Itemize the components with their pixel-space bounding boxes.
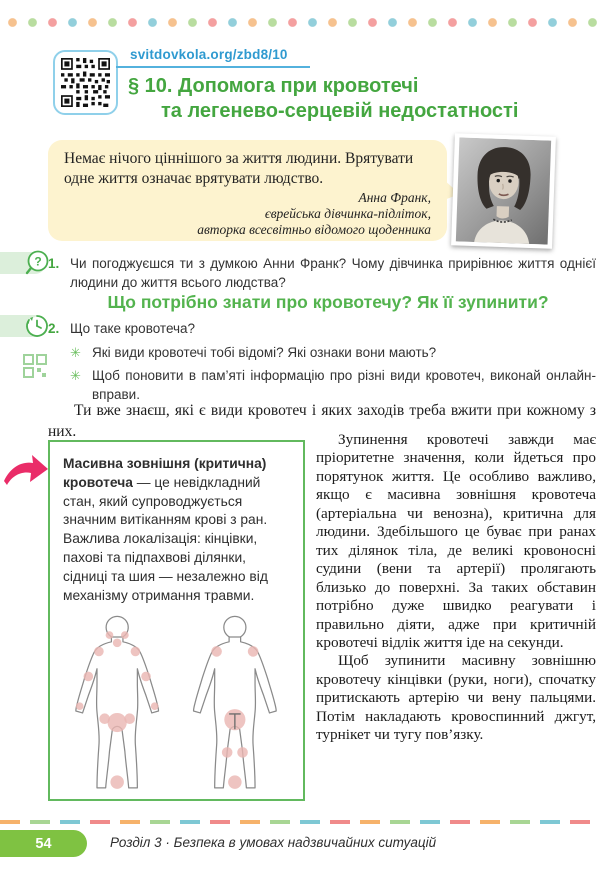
paragraph-number: § 10. bbox=[128, 75, 173, 97]
bullet-2-text: Щоб поновити в пам’яті інформацію про різні види кровотеч, виконай онлайн-вправи. bbox=[92, 368, 596, 402]
definition-box bbox=[48, 440, 305, 801]
quote-author: Анна Франк, bbox=[358, 190, 431, 205]
quote-text: Немає нічого ціннішого за життя людини. Врятувати одне життя означає врятувати людство. bbox=[64, 150, 414, 187]
quote-attribution bbox=[64, 190, 431, 237]
bullet-item-1 bbox=[70, 343, 596, 362]
main-text-column bbox=[316, 431, 596, 803]
question-2 bbox=[48, 319, 596, 338]
chapter-footer: Розділ 3 · Безпека в умовах надзвичайних ситуацій bbox=[110, 835, 437, 850]
question-1-text: Чи погоджуєшся ти з думкою Анни Франк? Чому дівчинка прирівнює життя однієї людини до життя всього людства? bbox=[70, 256, 596, 290]
question-1 bbox=[48, 254, 596, 292]
asterisk-bullet-icon: ✳ bbox=[70, 368, 81, 383]
main-paragraph-2: Щоб зупинити масивну зовнішню кровотечу кінцівки (руки, ноги), спочатку притискають артерію чи вену пальцями. Потім накладають кровоспинний джгут, турнікет чи тугу пов’язку. bbox=[316, 652, 596, 744]
question-2-number: 2. bbox=[48, 321, 60, 336]
quote-author-desc1: єврейська дівчинка-підліток, bbox=[264, 205, 431, 221]
svg-text:?: ? bbox=[34, 254, 42, 269]
main-paragraph-1: Зупинення кровотечі завжди має пріоритетне значення, коли йдеться про порятунок життя. Це особливо важливо, якщо є масивна зовнішня кровотеча (артеріальна чи венозна), критична для людини. Здебільшого це буває при ранах тих ділянок тіла, де великі кровоносні судини (вени та артерії) пролягають близько до поверхні. За таких обставин потрібно дуже швидко реагувати і правильно діяти, адже при критичній кровотечі відлік життя іде на секунди. bbox=[316, 431, 596, 651]
page-number-badge: 54 bbox=[0, 830, 87, 857]
body-front bbox=[76, 617, 159, 790]
quote-author-desc2: авторка всесвітньо відомого щоденника bbox=[197, 221, 431, 237]
qr-code-pattern bbox=[61, 58, 110, 107]
pink-arrow-icon bbox=[3, 452, 49, 488]
body-back bbox=[194, 617, 277, 790]
magnifier-question-icon bbox=[23, 249, 51, 277]
definition-term: Масивна зовнішня (критична) кровотеча bbox=[63, 456, 267, 490]
portrait-illustration bbox=[455, 137, 552, 244]
question-2-text: Що таке кровотеча? bbox=[70, 321, 196, 336]
bullet-item-2 bbox=[70, 366, 596, 404]
page-title bbox=[128, 74, 588, 124]
page-title-line2: та легенево-серцевій недостатності bbox=[161, 100, 519, 122]
footer-dashed-border bbox=[0, 820, 600, 824]
qr-code bbox=[53, 50, 118, 115]
intro-paragraph: Ти вже знаєш, які є види кровотеч і яких заходів треба вжити при кожному з них. bbox=[48, 402, 596, 440]
link-underline bbox=[116, 66, 310, 68]
page-title-line1: Допомога при кровотечі bbox=[178, 75, 419, 97]
timer-icon bbox=[23, 312, 51, 340]
bullet-1-text: Які види кровотечі тобі відомі? Які ознаки вони мають? bbox=[92, 345, 437, 360]
qr-grid-icon bbox=[21, 352, 49, 380]
body-diagram bbox=[64, 610, 290, 814]
anne-frank-photo bbox=[451, 133, 556, 248]
question-1-number: 1. bbox=[48, 256, 60, 271]
site-link[interactable]: svitdovkola.org/zbd8/10 bbox=[130, 47, 288, 62]
definition-body: — це невідкладний стан, який супроводжується значним витіканням крові з ран. Важлива локалізація: кінцівки, пахові та підпахвові ділянки, сідниці та шия — незалежно від механізму отримання травми. bbox=[63, 474, 268, 603]
top-dots-border bbox=[8, 18, 600, 28]
quote-bubble bbox=[48, 140, 447, 241]
asterisk-bullet-icon: ✳ bbox=[70, 345, 81, 360]
section-heading: Що потрібно знати про кровотечу? Як її зупинити? bbox=[107, 292, 549, 312]
definition-text bbox=[63, 455, 291, 605]
